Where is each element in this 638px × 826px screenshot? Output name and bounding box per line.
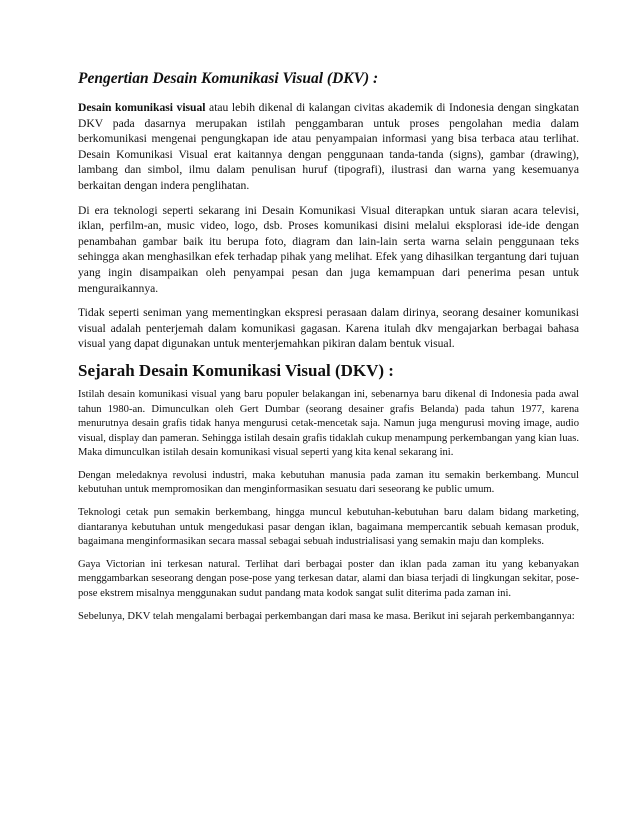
paragraph: Di era teknologi seperti sekarang ini Desain Komunikasi Visual diterapkan untuk siaran acara televisi, iklan, perfilm-an, music video, logo, dsb. Proses komunikasi disini melalui eksplorasi ide-ide dengan penambahan gambar baik itu berupa foto, diagram dan lain-lain serta warna selain penggunaan teks sehingga akan menghasilkan efek terhadap pihak yang melihat. Efek yang dihasilkan tergantung dari tujuan yang ingin disampaikan oleh penyampai pesan dan juga kemampuan dari penerima pesan untuk menguraikannya. xyxy=(78,203,579,295)
paragraph: Istilah desain komunikasi visual yang baru populer belakangan ini, sebenarnya baru dikenal di Indonesia pada awal tahun 1980-an. Dimunculkan oleh Gert Dumbar (seorang desainer grafis Belanda) pada tahun 1977, karena menurutnya desain grafis tidak hanya mengurusi cetak-mencetak saja. Namun juga mengurusi moving image, audio visual, display dan pameran. Sehingga istilah desain grafis tidaklah cukup menampung perkembangan yang kian luas. Maka dimunculkan istilah desain komunikasi visual seperti yang kita kenal sekarang ini. xyxy=(78,388,579,459)
paragraph: Dengan meledaknya revolusi industri, maka kebutuhan manusia pada zaman itu semakin berkembang. Muncul kebutuhan untuk mempromosikan dan menginformasikan sesuatu dari seseorang ke public umum. xyxy=(78,469,579,496)
paragraph: Tidak seperti seniman yang mementingkan ekspresi perasaan dalam dirinya, seorang desainer komunikasi visual adalah penterjemah dalam komunikasi gagasan. Karena itulah dkv mengajarkan berbagai bahasa visual yang dapat digunakan untuk menterjemahkan pikiran dalam bentuk visual. xyxy=(78,306,579,351)
paragraph: Teknologi cetak pun semakin berkembang, hingga muncul kebutuhan-kebutuhan baru dalam bidang marketing, diantaranya kebutuhan untuk mengedukasi pasar dengan iklan, bagaimana mempercantik sebuah kemasan produk, bagaimana menginformasikan secara massal sebagai sebuah industrialisasi yang semakin maju dan kompleks. xyxy=(78,507,579,548)
section-title-sejarah: Sejarah Desain Komunikasi Visual (DKV) : xyxy=(78,360,394,380)
paragraph xyxy=(78,100,579,194)
lead-term: Desain komunikasi visual xyxy=(78,101,206,114)
paragraph-text: atau lebih dikenal di kalangan civitas akademik di Indonesia dengan singkatan DKV pada dasarnya merupakan istilah penggambaran untuk proses pengolahan media dalam berkomunikasi mengenai pengungkapan ide atau penyampaian informasi yang bisa terbaca atau terlihat. Desain Komunikasi Visual erat kaitannya dengan penggunaan tanda-tanda (signs), gambar (drawing), lambang dan simbol, ilmu dalam penulisan huruf (tipografi), ilustrasi dan warna yang kesemuanya berkaitan dengan indera penglihatan. xyxy=(78,101,579,192)
section-title-pengertian: Pengertian Desain Komunikasi Visual (DKV) : xyxy=(78,70,379,87)
paragraph: Sebelunya, DKV telah mengalami berbagai perkembangan dari masa ke masa. Berikut ini sejarah perkembangannya: xyxy=(78,610,575,622)
paragraph: Gaya Victorian ini terkesan natural. Terlihat dari berbagai poster dan iklan pada zaman itu yang kebanyakan menggambarkan seseorang dengan pose-pose yang terkesan datar, alami dan biasa terjadi di lingkungan sekitar, pose-pose ekstrem misalnya menggunakan sudut pandang mata kodok sangat sulit diterima pada zaman ini. xyxy=(78,558,579,600)
